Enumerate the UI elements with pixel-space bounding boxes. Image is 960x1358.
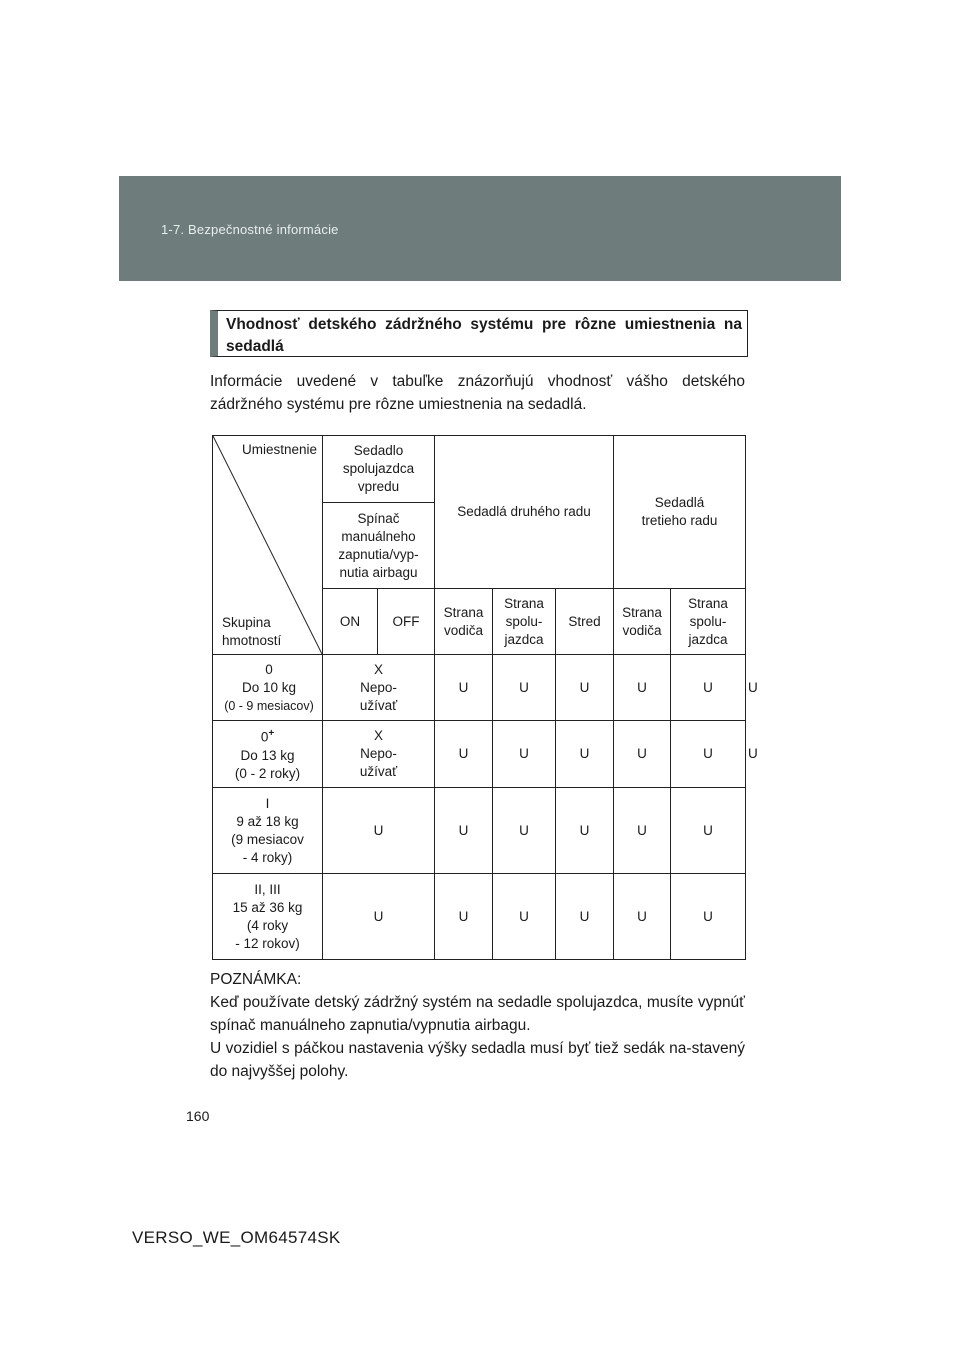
group-cell: 0 Do 10 kg (0 - 9 mesiacov) bbox=[213, 655, 323, 721]
note-paragraph-airbag: Keď používate detský zádržný systém na sedadle spolujazdca, musíte vypnúť spínač manuálneho zapnutia/vypnutia airbagu. bbox=[210, 994, 745, 1034]
group-cell: II, III 15 až 36 kg (4 roky - 12 rokov) bbox=[213, 874, 323, 960]
value-cell: U bbox=[614, 721, 671, 788]
front-seat-cell: X Nepo- užívať bbox=[323, 721, 435, 788]
header-second-row: Sedadlá druhého radu bbox=[435, 436, 614, 589]
compatibility-table bbox=[212, 435, 758, 960]
value-cell: U bbox=[671, 874, 746, 960]
corner-label-group: Skupina hmotností bbox=[222, 615, 282, 648]
value-cell: U bbox=[435, 874, 493, 960]
table-row bbox=[213, 788, 746, 874]
value-cell: U bbox=[493, 721, 556, 788]
value-cell: U bbox=[556, 655, 614, 721]
value-cell: U bbox=[556, 721, 614, 788]
note-block bbox=[210, 968, 745, 1083]
page-number: 160 bbox=[186, 1108, 210, 1124]
value-cell: U bbox=[671, 655, 746, 721]
header-third-row: Sedadlá tretieho radu bbox=[614, 436, 746, 589]
value-cell: U bbox=[614, 874, 671, 960]
header-r3-driver: Strana vodiča bbox=[614, 589, 671, 655]
table-row: 0+ Do 13 kg (0 - 2 roky) X Nepo- užívať U U U U U U bbox=[213, 721, 746, 788]
value-cell: U bbox=[435, 788, 493, 874]
table-row: 0 Do 10 kg (0 - 9 mesiacov) X Nepo- užívať U U U U U U bbox=[213, 655, 746, 721]
value-cell: U bbox=[493, 655, 556, 721]
value-cell: U bbox=[493, 788, 556, 874]
table-row bbox=[213, 874, 746, 960]
value-cell: U bbox=[556, 874, 614, 960]
section-title: 1-7. Bezpečnostné informácie bbox=[161, 222, 339, 237]
front-seat-cell: U bbox=[323, 874, 435, 960]
subsection-title: Vhodnosť detského zádržného systému pre rôzne umiestnenia na sedadlá bbox=[210, 310, 748, 357]
front-seat-cell: X Nepo- užívať bbox=[323, 655, 435, 721]
intro-paragraph: Informácie uvedené v tabuľke znázorňujú vhodnosť vášho detského zádržného systému pre rôzne umiestnenia na sedadlá. bbox=[210, 373, 745, 413]
value-cell: U bbox=[435, 655, 493, 721]
header-airbag-switch: Spínač manuálneho zapnutia/vyp- nutia airbagu bbox=[323, 503, 435, 589]
header-airbag-on: ON bbox=[323, 589, 378, 655]
table-corner-header bbox=[213, 436, 323, 655]
group-cell: I 9 až 18 kg (9 mesiacov - 4 roky) bbox=[213, 788, 323, 874]
front-seat-cell: U bbox=[323, 788, 435, 874]
value-cell: U bbox=[614, 788, 671, 874]
section-header-band bbox=[119, 176, 841, 281]
note-paragraph-seat-height: U vozidiel s páčkou nastavenia výšky sedadla musí byť tiež sedák na-stavený do najvyššej polohy. bbox=[210, 1040, 745, 1080]
value-cell: U bbox=[435, 721, 493, 788]
document-id: VERSO_WE_OM64574SK bbox=[132, 1228, 341, 1247]
group-cell: 0+ Do 13 kg (0 - 2 roky) bbox=[213, 721, 323, 788]
value-cell: U bbox=[671, 788, 746, 874]
corner-label-position: Umiestnenie bbox=[241, 442, 317, 457]
value-cell: U bbox=[556, 788, 614, 874]
note-heading: POZNÁMKA: bbox=[210, 971, 302, 988]
header-r2-passenger: Strana spolu- jazdca bbox=[493, 589, 556, 655]
header-airbag-off: OFF bbox=[378, 589, 435, 655]
header-r3-passenger: Strana spolu- jazdca bbox=[671, 589, 746, 655]
value-cell: U bbox=[671, 721, 746, 788]
value-cell: U bbox=[614, 655, 671, 721]
header-r2-center: Stred bbox=[556, 589, 614, 655]
value-cell: U bbox=[493, 874, 556, 960]
header-r2-driver: Strana vodiča bbox=[435, 589, 493, 655]
header-front-seat: Sedadlo spolujazdca vpredu bbox=[323, 436, 435, 503]
